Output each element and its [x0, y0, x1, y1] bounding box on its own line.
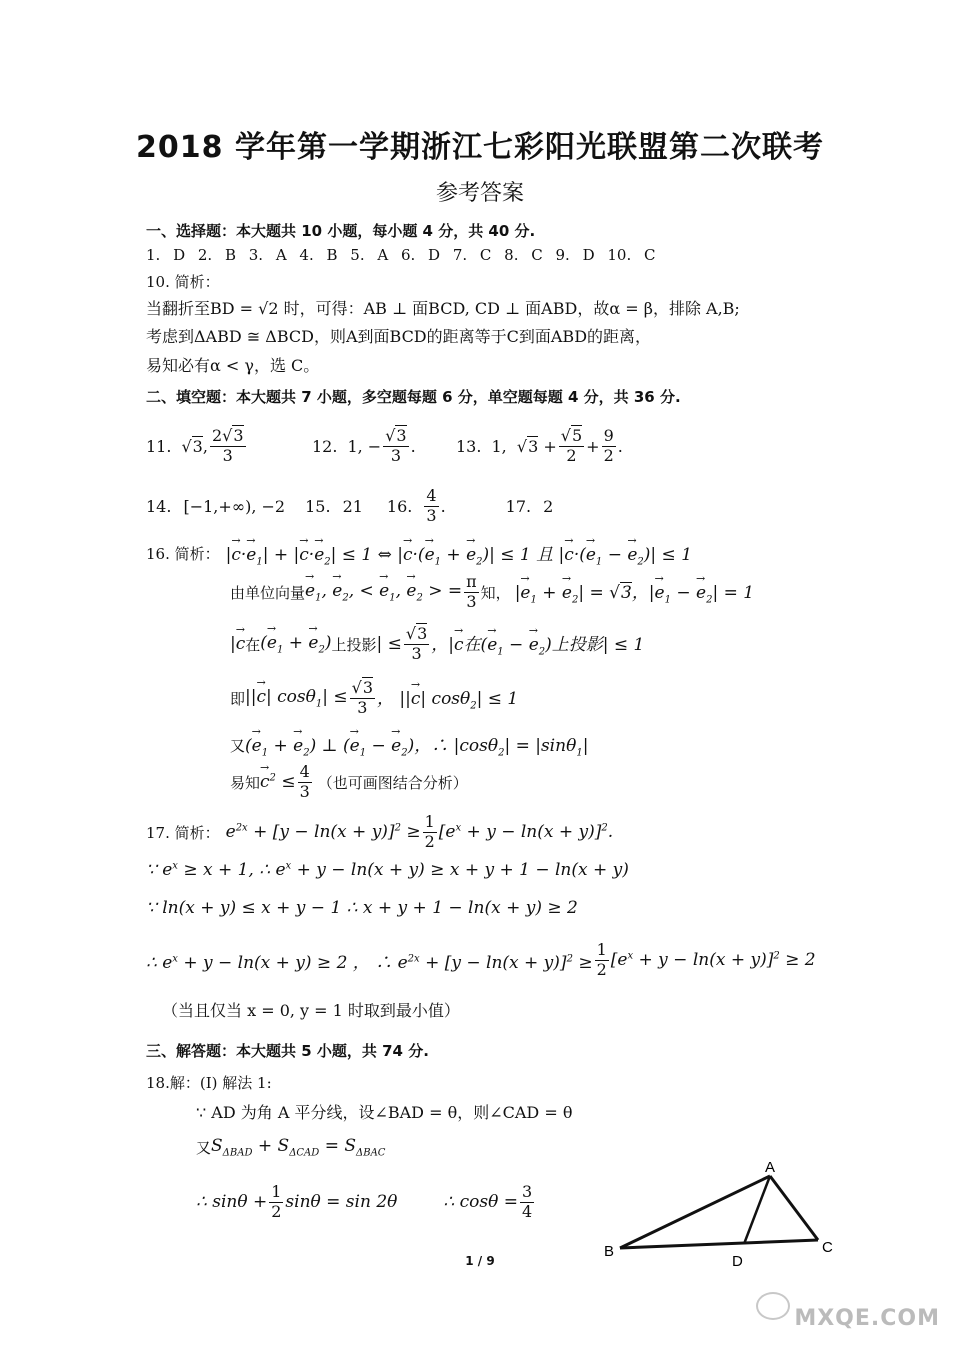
section-2-heading: 二、填空题：本大题共 7 小题，多空题每题 6 分，单空题每题 4 分，共 36 分.: [146, 388, 681, 406]
q17-note: （当且仅当 x = 0, y = 1 时取到最小值）: [162, 1001, 460, 1020]
q18-line-2: 又 $S_{\Delta BAD} + S_{\Delta CAD} = S_{\Delta BAC}$: [196, 1136, 386, 1159]
q16-l3-text-a: 在: [245, 635, 261, 654]
q18-line-3: ∴ sinθ + $\frac{1}{2}$ sinθ = sin 2θ ∴ cosθ = $\frac{3}{4}$: [196, 1182, 533, 1221]
q10-line-3: 易知必有α < γ，选 C。: [146, 356, 320, 375]
q16-analysis-line-5: 又 (→ $e_1$ + → $e_2$) ⊥ (→ $e_1$ − → $e_2$)，∴ |cosθ$_2$| = |sinθ$_1$|: [230, 730, 588, 760]
q13-answer: 13. 1, √3 + $\frac{√5}{2}$ + $\frac{9}{2}$ .: [456, 426, 623, 465]
q16-analysis-line-1: 16. 简析： |→ $c\cdot\to e_1|$ + |→ $c\cdot\to e_2| \le 1$ ⇔ |→ $c\cdot(\to e_1$ + → $e_2)| \le 1$ 且 |→ $c\cdot(\to e_1$ − → $e_2)| \le 1$: [146, 540, 692, 567]
watermark-icon: [756, 1292, 790, 1320]
q17-answer: 2: [543, 496, 554, 516]
q18-label: 18.解：(I) 解法 1:: [146, 1074, 272, 1092]
q12-answer: 12. 1, − $\frac{√3}{3}$ .: [312, 426, 416, 465]
watermark: MXQE.COM: [794, 1306, 940, 1331]
label-d: D: [732, 1253, 743, 1270]
label-a: A: [765, 1159, 776, 1176]
q12-number: 12.: [312, 436, 338, 456]
q16-l2-text-b: 知，: [480, 583, 511, 602]
q16-l5-text-a: 又: [230, 736, 246, 755]
q11-number: 11.: [146, 436, 172, 456]
q16-analysis-line-4: 即 ||→ c| cosθ$_1$| ≤ $\frac{√3}{3}$ ， ||→ c| cosθ$_2$| ≤ 1: [230, 674, 518, 722]
q17-analysis-label: 17. 简析：: [146, 823, 220, 842]
q17-analysis-line-4: ∴ $e^x + y - \ln(x + y) \ge 2$ ， ∴ $e^{2x} + [y - \ln(x + y)]^2$ ≥ $\frac{1}{2}$ $[e^x + y - \ln(x + y)]^2 \ge 2$: [146, 940, 816, 979]
q17-number: 17.: [505, 496, 532, 516]
page-number: 1 / 9: [465, 1254, 495, 1268]
side-ac: [770, 1176, 818, 1240]
page-title: 2018 学年第一学期浙江七彩阳光联盟第二次联考: [136, 130, 824, 165]
q10-label: 10. 简析：: [146, 273, 220, 291]
q16-analysis-line-6: 易知 → $c^2$ ≤ $\frac{4}{3}$ （也可画图结合分析）: [230, 758, 468, 806]
q17-analysis-line-2: ∵ $e^x \ge x + 1$, ∴ $e^x + y - \ln(x + y) \ge x + y + 1 - \ln(x + y)$: [146, 860, 629, 880]
q16-l4-text-a: 即: [230, 689, 246, 708]
q14-answer: [−1,+∞), −2: [183, 496, 286, 516]
choice-answers: 1. D 2. B 3. A 4. B 5. A 6. D 7. C 8. C 9. D 10. C: [146, 246, 656, 264]
q16-number: 16.: [386, 496, 413, 516]
q11-answer: 11. √3, $\frac{2√3}{3}$: [146, 426, 244, 465]
q16-l6-text-a: 易知: [230, 773, 261, 792]
q15-answer: 21: [342, 496, 363, 516]
q14-number: 14.: [146, 496, 172, 516]
q18-l2-text: 又: [196, 1138, 212, 1157]
q10-line-2: 考虑到ΔABD ≅ ΔBCD，则A到面BCD的距离等于C到面ABD的距离，: [146, 327, 652, 346]
q18-line-1: ∵ AD 为角 A 平分线，设∠BAD = θ，则∠CAD = θ: [196, 1103, 573, 1122]
page-subtitle: 参考答案: [435, 181, 524, 206]
q16-l3-text-b: 上投影: [331, 635, 377, 654]
section-1-heading: 一、选择题：本大题共 10 小题，每小题 4 分，共 40 分.: [146, 222, 536, 240]
q17-analysis-line-1: 17. 简析： $e^{2x} + [y - \ln(x + y)]^2$ ≥ $\frac{1}{2}$ $[e^x + y - \ln(x + y)]^2$.: [146, 812, 614, 851]
q16-l6-text-b: （也可画图结合分析）: [317, 773, 468, 792]
label-c: C: [822, 1239, 833, 1256]
q17-analysis-line-3: ∵ ln(x + y) ≤ x + y − 1 ∴ x + y + 1 − ln(x + y) ≥ 2: [146, 898, 578, 918]
q16-l2-text-a: 由单位向量: [230, 583, 306, 602]
label-b: B: [604, 1243, 615, 1260]
q15-number: 15.: [305, 496, 331, 516]
q16-analysis-label: 16. 简析：: [146, 545, 220, 564]
q13-number: 13.: [456, 436, 482, 456]
q14-17-answers: 14. [−1,+∞), −2 15. 21 16. $\frac{4}{3}$ . 17. 2: [146, 486, 554, 525]
q10-line-1: 当翻折至BD = √2 时，可得：AB ⊥ 面BCD, CD ⊥ 面ABD，故α = β，排除 A,B;: [146, 299, 740, 318]
q16-analysis-line-3: |→ c 在 (→ $e_1$ + → $e_2$) 上投影 | ≤ $\frac{√3}{3}$ ，|→ c在(→ $e_1$ − → $e_2$)上投影| ≤ 1: [230, 620, 644, 668]
q16-analysis-line-2: 由单位向量 → $e_1$, → $e_2$, < → $e_1$, → $e_2$ > = $\frac{\pi}{3}$ 知， |→ $e_1$ + → $e_2| = √3$，|→ $e_1$ − → $e_2| = 1$: [230, 572, 754, 612]
side-bc: [620, 1240, 818, 1248]
section-3-heading: 三、解答题：本大题共 5 小题，共 74 分.: [146, 1042, 429, 1060]
